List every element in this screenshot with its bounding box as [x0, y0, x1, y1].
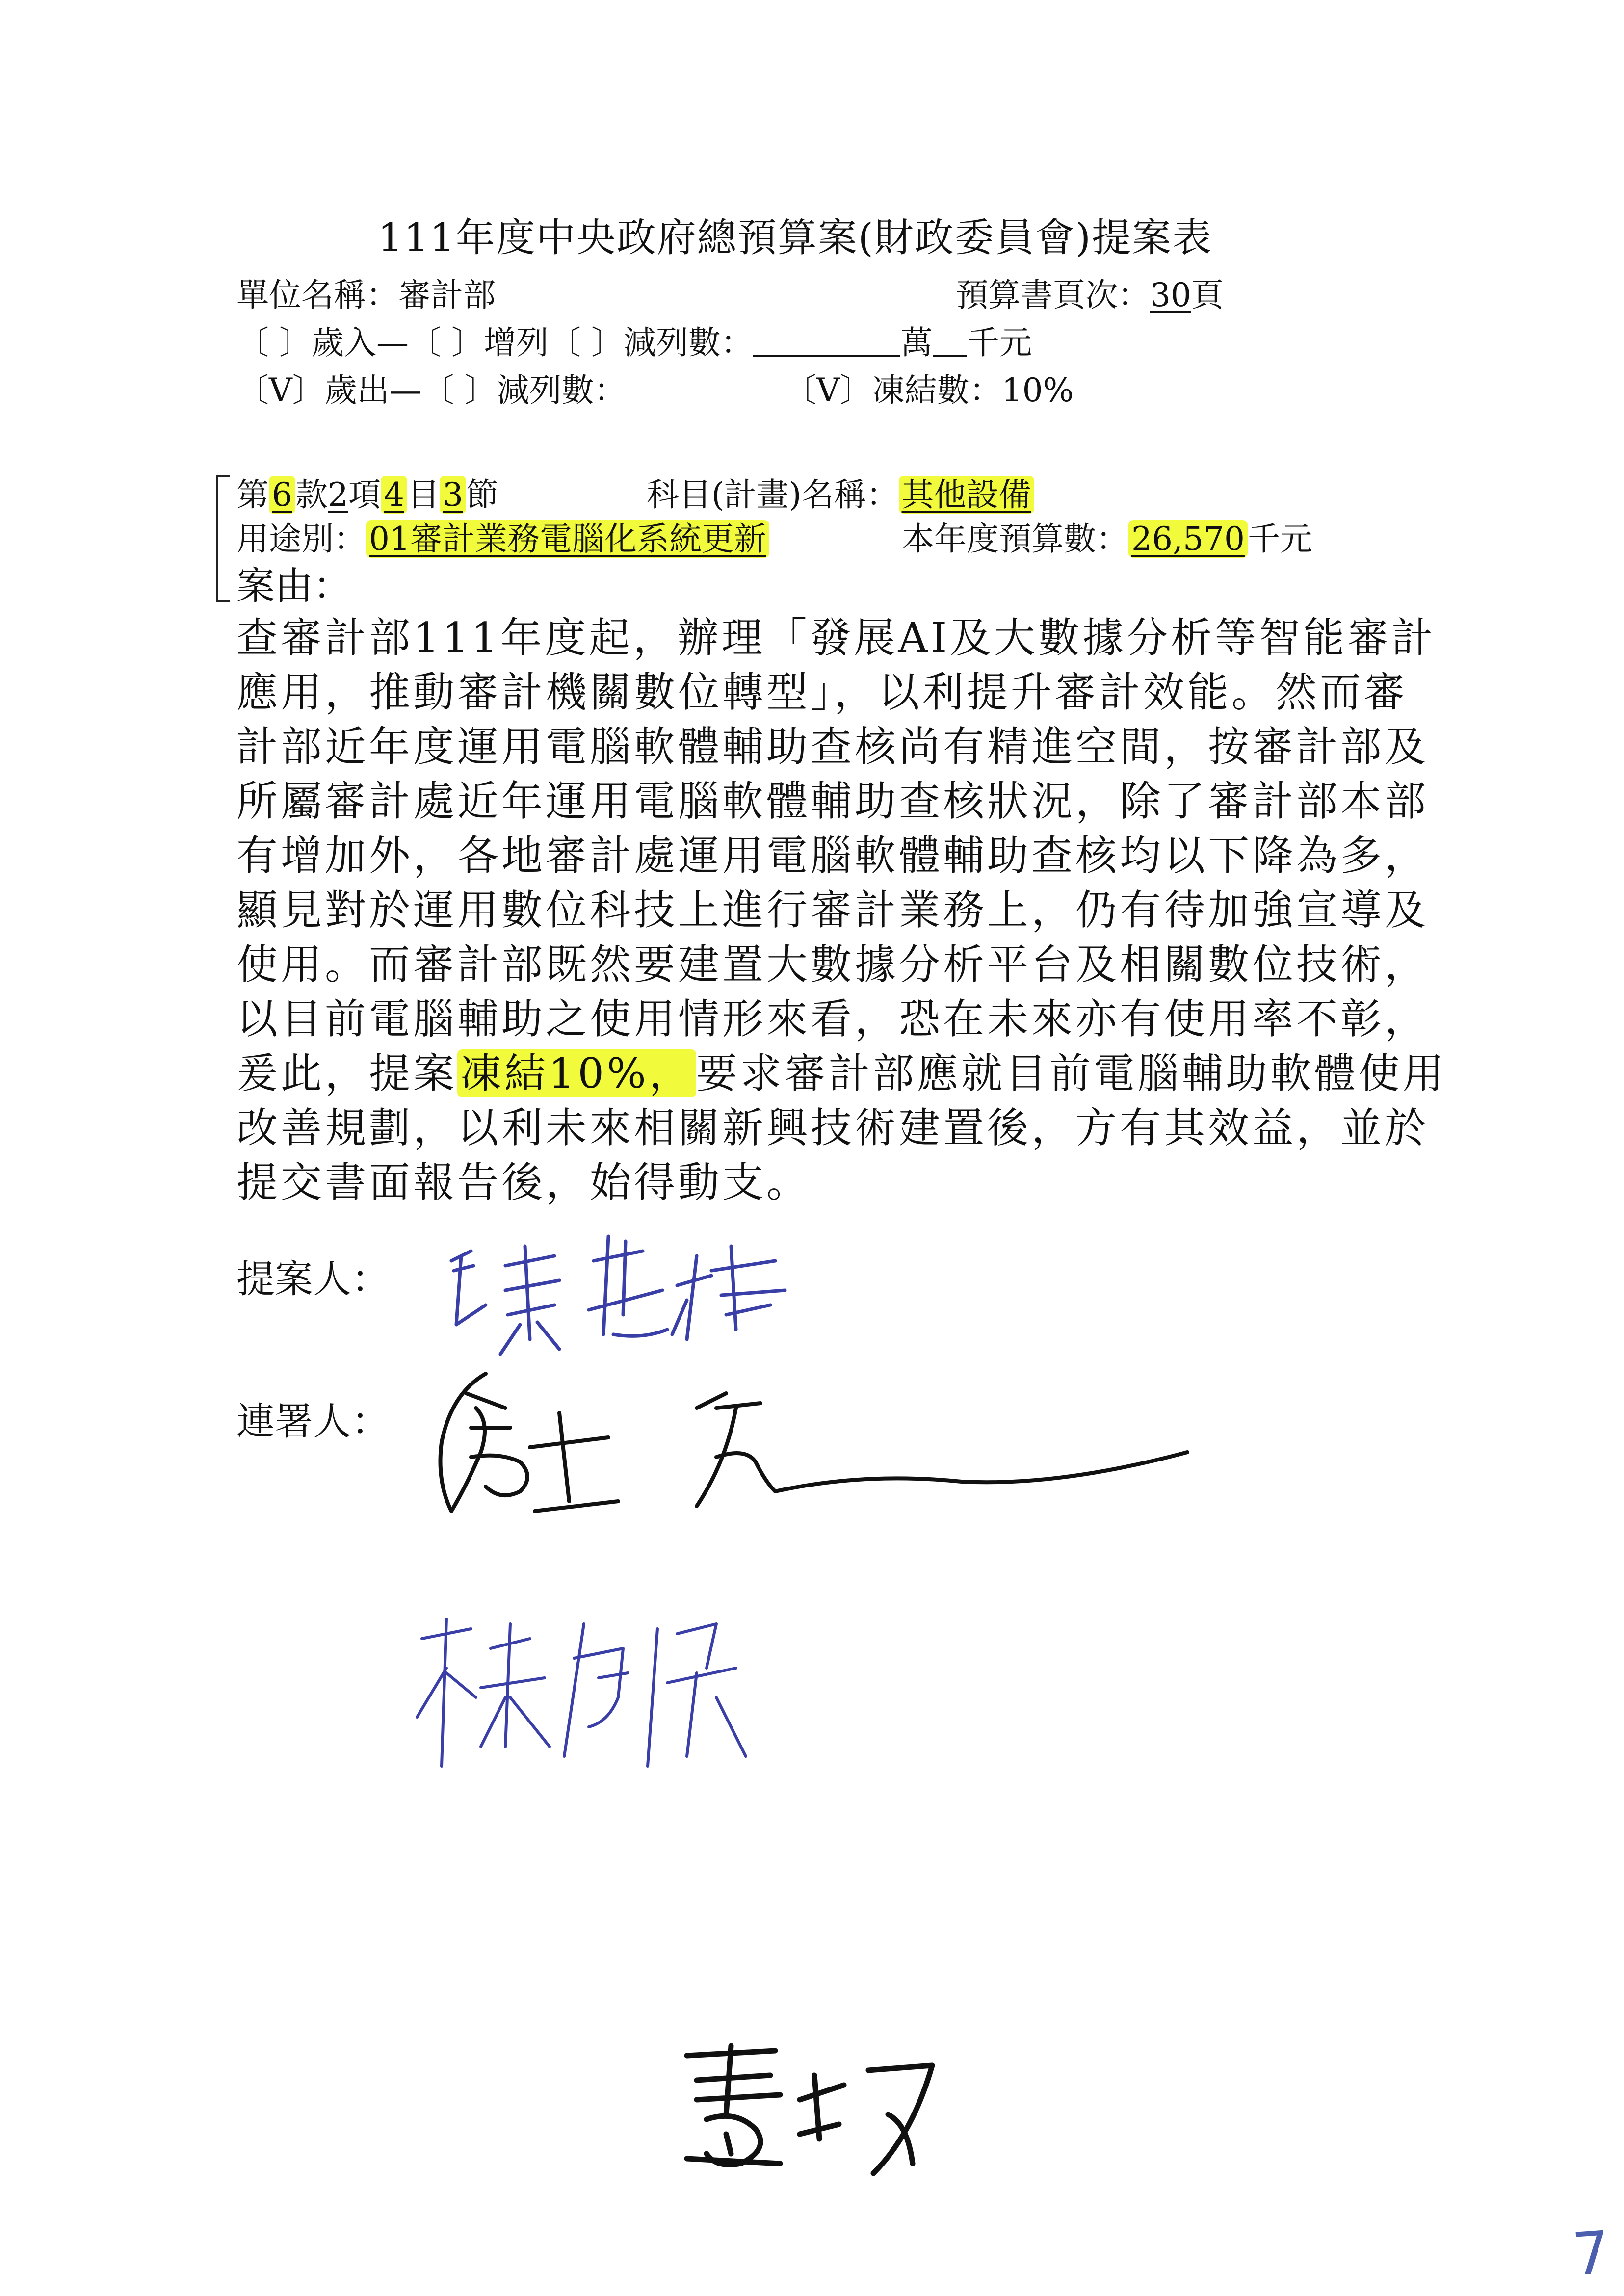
body-line: 提交書面報告後，始得動支。: [236, 1158, 811, 1206]
section-jie-label: 節: [466, 476, 498, 514]
body-line: 計部近年度運用電腦軟體輔助查核尚有精進空間，按審計部及: [236, 723, 1429, 771]
body-line: 查審計部111年度起，辦理「發展AI及大數據分析等智能審計: [236, 614, 1436, 662]
reason-body: [236, 611, 1447, 1210]
section-mu: 4: [381, 476, 407, 514]
revenue-unit-qian: 千元: [967, 324, 1032, 362]
unit-label: 單位名稱：: [236, 276, 398, 314]
unit-name-row: [236, 269, 496, 315]
revenue-blank-2: [933, 355, 967, 357]
body-line: 以目前電腦輔助之使用情形來看，恐在未來亦有使用率不彰，: [236, 995, 1429, 1043]
body-line: 顯見對於運用數位科技上進行審計業務上，仍有待加強宣導及: [236, 886, 1429, 934]
amount-value: 26,570: [1128, 520, 1248, 558]
proposer-label: 提案人：: [236, 1257, 390, 1302]
revenue-row: [236, 316, 1032, 363]
subject-row: [647, 469, 1034, 515]
section-jie: 3: [440, 476, 466, 514]
body-line: 使用。而審計部既然要建置大數據分析平台及相關數位技術，: [236, 940, 1429, 989]
section-xiang-label: 項: [348, 476, 381, 514]
revenue-row-label: 〔 〕歲入—〔 〕增列〔 〕減列數：: [236, 324, 753, 362]
freeze-amount: 〔V〕凍結數：10%: [784, 371, 1074, 409]
revenue-unit-wan: 萬: [900, 324, 933, 362]
body-line: [236, 1046, 1447, 1101]
section-kuan-label: 款: [295, 476, 328, 514]
section-xiang: 2: [328, 476, 348, 514]
budget-page-suffix: 頁: [1191, 276, 1224, 314]
amount-row: [902, 513, 1312, 559]
section-kuan: 6: [269, 476, 295, 514]
body-line: 有增加外，各地審計處運用電腦軟體輔助查核均以下降為多，: [236, 832, 1429, 880]
document-title: 111年度中央政府總預算案(財政委員會)提案表: [378, 215, 1213, 261]
page-number: 7: [1570, 2218, 1613, 2290]
section-mu-label: 目: [407, 476, 440, 514]
expenditure-row: [236, 364, 627, 411]
usage-value: 01審計業務電腦化系統更新: [366, 520, 769, 558]
amount-label: 本年度預算數：: [902, 520, 1128, 558]
unit-value: 審計部: [398, 276, 496, 314]
usage-label: 用途別：: [236, 520, 366, 558]
body-line: 應用，推動審計機關數位轉型」，以利提升審計效能。然而審: [236, 668, 1409, 716]
proposer-signature: [432, 1217, 834, 1364]
body-line-9-pre: 爰此，提案: [236, 1049, 458, 1097]
approval-mark: [677, 2036, 952, 2183]
expenditure-row-label: 〔V〕歲出—〔 〕減列數：: [236, 371, 627, 409]
freeze-highlight: 凍結10%，: [457, 1049, 696, 1097]
amount-unit: 千元: [1247, 520, 1312, 558]
cosigner-label: 連署人：: [236, 1400, 390, 1444]
usage-row: [236, 513, 769, 559]
body-line: 改善規劃，以利未來相關新興技術建置後，方有其效益，並於: [236, 1104, 1429, 1152]
budget-page-row: [956, 269, 1224, 315]
subject-label: 科目(計畫)名稱：: [647, 476, 899, 514]
revenue-blank-1: [753, 355, 900, 357]
cosigner-signature-2: [402, 1599, 785, 1786]
body-line: 所屬審計處近年運用電腦軟體輔助查核狀況，除了審計部本部: [236, 777, 1429, 825]
budget-page-label: 預算書頁次：: [956, 276, 1150, 314]
budget-item-bracket: [216, 475, 233, 602]
reason-label: 案由：: [236, 564, 352, 608]
freeze-row: [784, 364, 1074, 411]
body-line-9-post: 要求審計部應就目前電腦輔助軟體使用: [696, 1049, 1447, 1097]
budget-section-row: [236, 469, 498, 515]
subject-value: 其他設備: [899, 476, 1034, 514]
section-di: 第: [236, 476, 269, 514]
budget-page-value: 30: [1150, 276, 1191, 314]
cosigner-signature-1: [422, 1364, 1197, 1531]
